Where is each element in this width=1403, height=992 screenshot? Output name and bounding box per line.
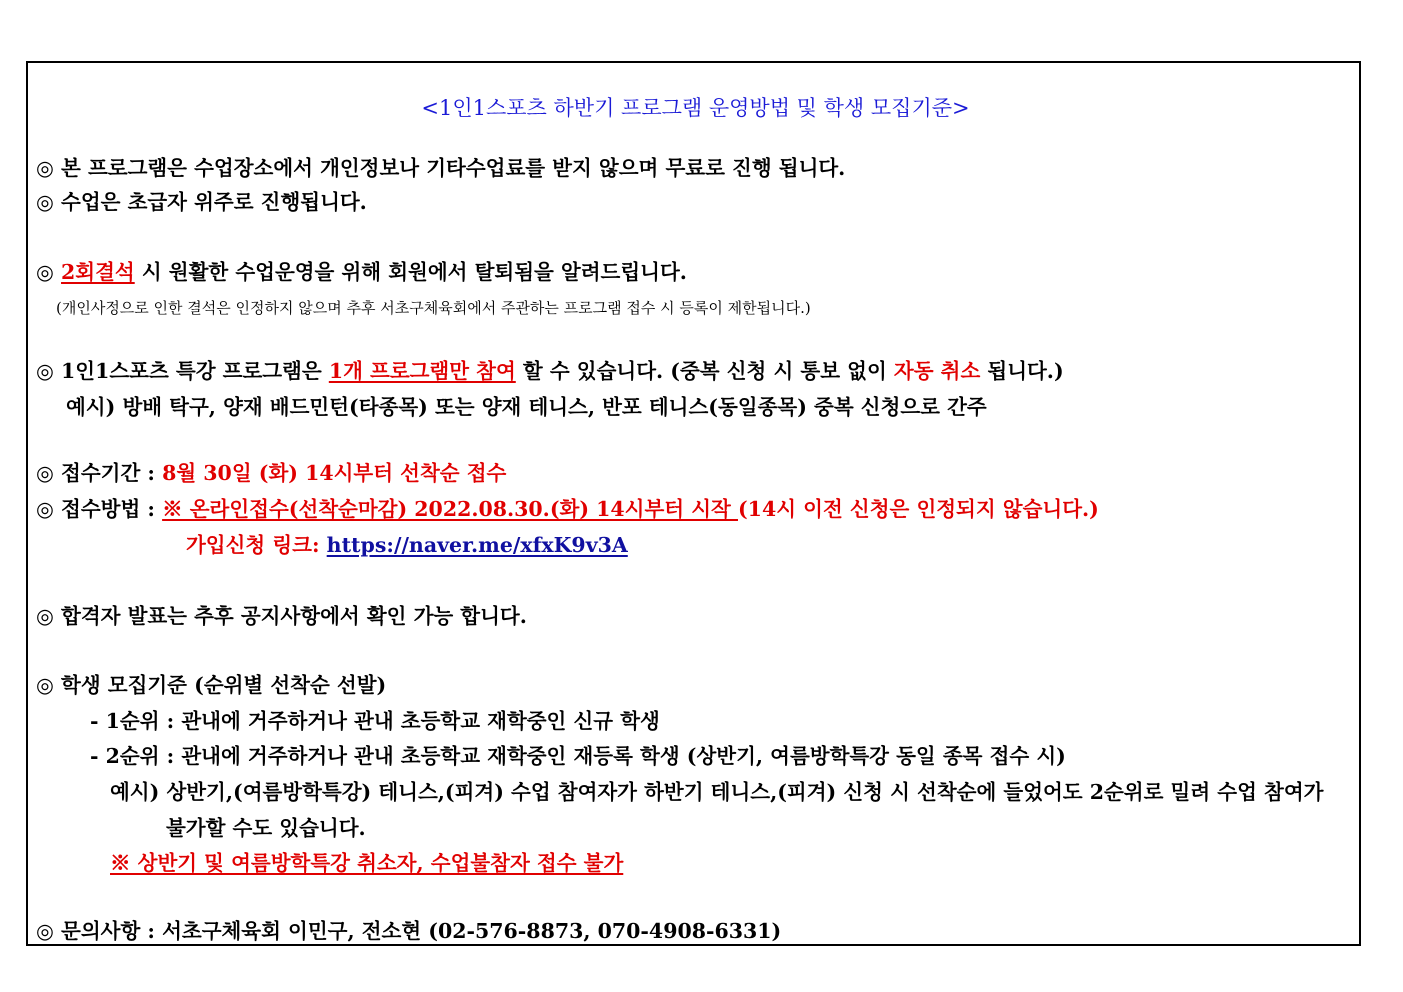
- method-value: ※ 온라인접수(선착순마감) 2022.08.30.(화) 14시부터 시작: [162, 497, 738, 521]
- line-method: [36, 495, 1099, 523]
- bullet-icon: ◎: [36, 190, 54, 214]
- bullet-icon: ◎: [36, 919, 54, 943]
- period-value: 8월 30일 (화) 14시부터 선착순 접수: [162, 461, 507, 485]
- bullet-icon: ◎: [36, 156, 54, 180]
- period-label: 접수기간 :: [61, 461, 163, 485]
- absence-note: (개인사정으로 인한 결석은 인정하지 않으며 추후 서초구체육회에서 주관하는 프로그램 접수 시 등록이 제한됩니다.): [56, 299, 811, 317]
- special-example: 예시) 방배 탁구, 양재 배드민턴(타종목) 또는 양재 테니스, 반포 테니스(동일종목) 중복 신청으로 간주: [66, 395, 987, 419]
- line-criteria: [36, 671, 386, 699]
- contact-text: 문의사항 : 서초구체육회 이민구, 전소현 (02-576-8873, 070-4908-6331): [61, 919, 782, 943]
- line-special: [36, 357, 1064, 385]
- bullet-icon: ◎: [36, 461, 54, 485]
- criteria-rank1: - 1순위 : 관내에 거주하거나 관내 초등학교 재학중인 신규 학생: [90, 709, 660, 733]
- line-absence: [36, 258, 687, 286]
- free-program-text: 본 프로그램은 수업장소에서 개인정보나 기타수업료를 받지 않으며 무료로 진행 됩니다.: [61, 156, 846, 180]
- special-mid: 할 수 있습니다. (중복 신청 시 통보 없이: [515, 359, 894, 383]
- page-title: <1인1스포츠 하반기 프로그램 운영방법 및 학생 모집기준>: [421, 96, 970, 120]
- line-link: [186, 531, 628, 559]
- criteria-warning: ※ 상반기 및 여름방학특강 취소자, 수업불참자 접수 불가: [110, 851, 624, 875]
- absence-text: 시 원활한 수업운영을 위해 회원에서 탈퇴됨을 알려드립니다.: [134, 260, 687, 284]
- line-period: [36, 459, 506, 487]
- method-label: 접수방법 :: [61, 497, 163, 521]
- line-contact: [36, 917, 781, 945]
- bullet-icon: ◎: [36, 497, 54, 521]
- beginner-text: 수업은 초급자 위주로 진행됩니다.: [61, 190, 367, 214]
- line-beginner: [36, 188, 367, 216]
- criteria-heading: 학생 모집기준 (순위별 선착순 선발): [61, 673, 387, 697]
- notice-frame: [26, 61, 1361, 946]
- special-pre: 1인1스포츠 특강 프로그램은: [61, 359, 329, 383]
- absence-highlight: 2회결석: [61, 260, 135, 284]
- special-post: 됩니다.): [980, 359, 1064, 383]
- link-label: 가입신청 링크:: [186, 533, 327, 557]
- announce-text: 합격자 발표는 추후 공지사항에서 확인 가능 합니다.: [61, 604, 527, 628]
- bullet-icon: ◎: [36, 604, 54, 628]
- bullet-icon: ◎: [36, 359, 54, 383]
- line-free-program: [36, 154, 845, 182]
- bullet-icon: ◎: [36, 260, 54, 284]
- signup-link[interactable]: https://naver.me/xfxK9v3A: [326, 533, 628, 557]
- special-highlight: 1개 프로그램만 참여: [328, 359, 516, 383]
- line-announce: [36, 602, 527, 630]
- criteria-example2: 불가할 수도 있습니다.: [166, 816, 366, 840]
- method-note: (14시 이전 신청은 인정되지 않습니다.): [737, 497, 1099, 521]
- special-cancel: 자동 취소: [893, 359, 981, 383]
- criteria-rank2: - 2순위 : 관내에 거주하거나 관내 초등학교 재학중인 재등록 학생 (상반기, 여름방학특강 동일 종목 접수 시): [90, 744, 1066, 768]
- bullet-icon: ◎: [36, 673, 54, 697]
- criteria-example1: 예시) 상반기,(여름방학특강) 테니스,(피겨) 수업 참여자가 하반기 테니스,(피겨) 신청 시 선착순에 들었어도 2순위로 밀려 수업 참여가: [110, 780, 1324, 804]
